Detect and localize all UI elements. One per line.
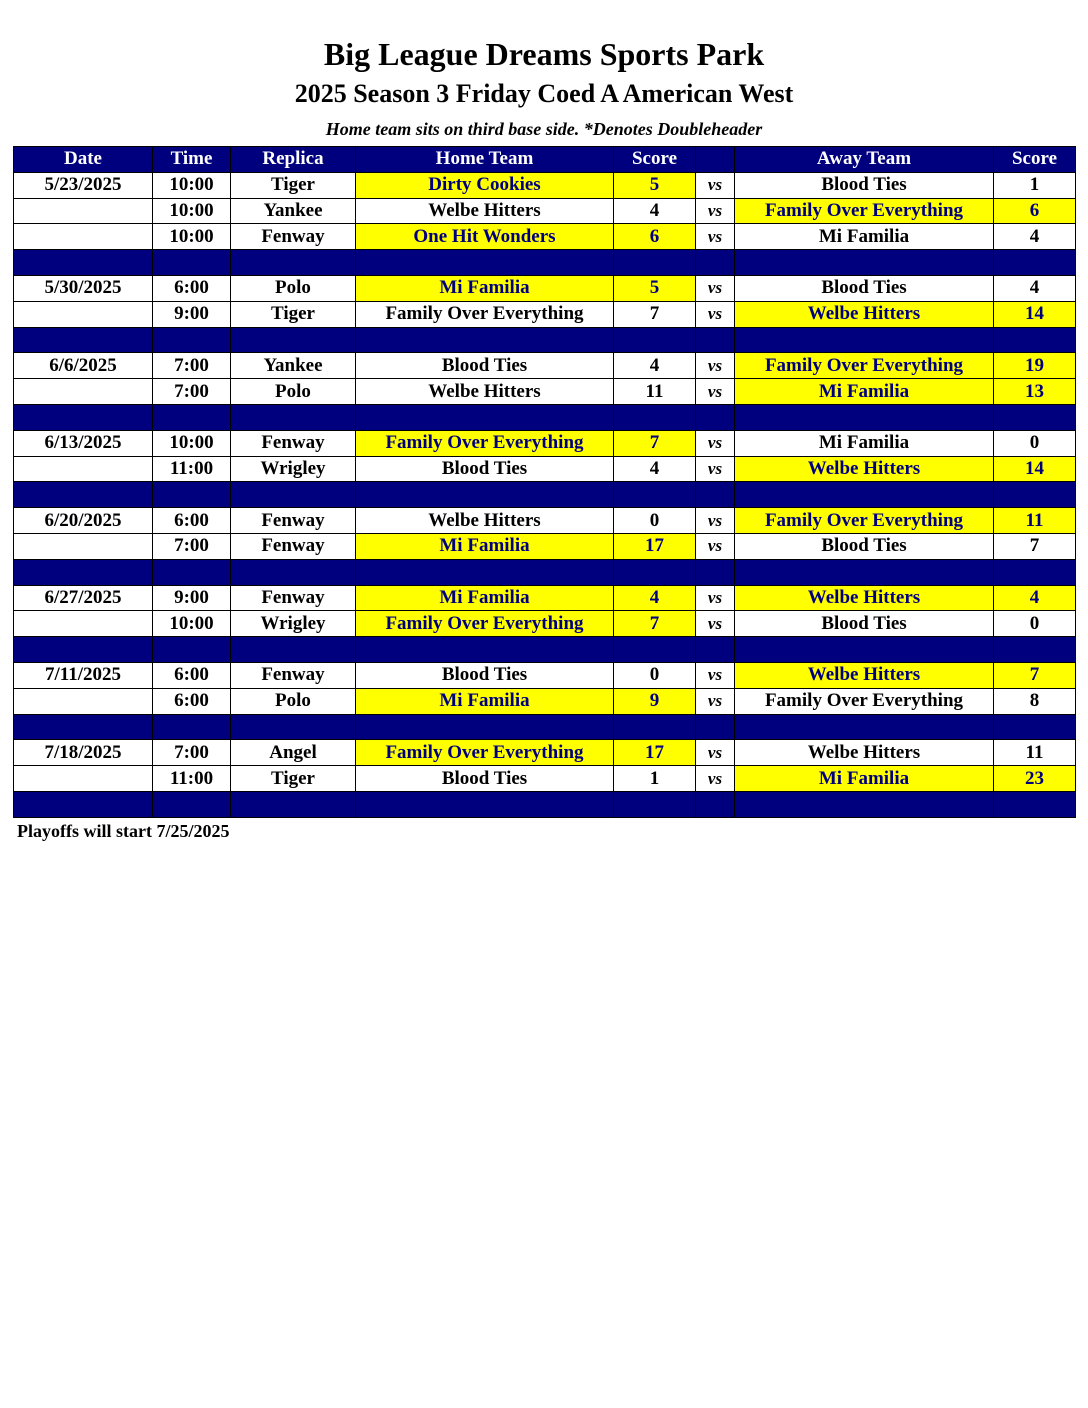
separator-cell (994, 637, 1076, 663)
home-score: 17 (614, 740, 696, 766)
away-team: Family Over Everything (735, 353, 994, 379)
game-time: 7:00 (153, 740, 231, 766)
game-replica: Fenway (231, 508, 356, 534)
game-date: 5/23/2025 (14, 172, 153, 198)
game-replica: Yankee (231, 198, 356, 224)
separator-cell (356, 714, 614, 740)
away-team: Blood Ties (735, 611, 994, 637)
game-replica: Tiger (231, 766, 356, 792)
home-score: 0 (614, 662, 696, 688)
game-date (14, 611, 153, 637)
away-team: Welbe Hitters (735, 456, 994, 482)
away-team: Welbe Hitters (735, 740, 994, 766)
separator-cell (614, 250, 696, 276)
vs-label: vs (696, 688, 735, 714)
col-header-home-team: Home Team (356, 147, 614, 173)
home-team: One Hit Wonders (356, 224, 614, 250)
game-replica: Tiger (231, 301, 356, 327)
separator-cell (614, 559, 696, 585)
col-header-home-score: Score (614, 147, 696, 173)
playoffs-note: Playoffs will start 7/25/2025 (17, 821, 230, 841)
separator-cell (231, 404, 356, 430)
separator-cell (231, 559, 356, 585)
separator-cell (735, 791, 994, 817)
game-date: 7/18/2025 (14, 740, 153, 766)
game-replica: Fenway (231, 585, 356, 611)
game-replica: Angel (231, 740, 356, 766)
separator-cell (14, 404, 153, 430)
game-time: 10:00 (153, 172, 231, 198)
separator-cell (696, 250, 735, 276)
game-row (14, 430, 1076, 456)
home-team: Mi Familia (356, 533, 614, 559)
separator-cell (696, 559, 735, 585)
separator-cell (356, 791, 614, 817)
game-time: 10:00 (153, 430, 231, 456)
home-score: 1 (614, 766, 696, 792)
page-title: Big League Dreams Sports Park (323, 36, 765, 72)
home-score: 11 (614, 379, 696, 405)
game-row (14, 275, 1076, 301)
col-header-away-score: Score (994, 147, 1076, 173)
header-row (14, 147, 1076, 173)
separator-cell (994, 327, 1076, 353)
game-row (14, 301, 1076, 327)
away-team: Family Over Everything (735, 198, 994, 224)
game-time: 10:00 (153, 611, 231, 637)
game-replica: Yankee (231, 353, 356, 379)
game-time: 9:00 (153, 585, 231, 611)
away-team: Blood Ties (735, 172, 994, 198)
home-team: Mi Familia (356, 275, 614, 301)
vs-label: vs (696, 224, 735, 250)
separator-cell (696, 327, 735, 353)
separator-cell (356, 482, 614, 508)
schedule-table (13, 146, 1076, 818)
vs-label: vs (696, 585, 735, 611)
away-score: 4 (994, 585, 1076, 611)
away-score: 4 (994, 224, 1076, 250)
separator-cell (994, 482, 1076, 508)
vs-label: vs (696, 172, 735, 198)
away-team: Mi Familia (735, 766, 994, 792)
game-time: 10:00 (153, 224, 231, 250)
away-score: 14 (994, 301, 1076, 327)
game-row (14, 740, 1076, 766)
game-time: 11:00 (153, 766, 231, 792)
home-score: 4 (614, 585, 696, 611)
home-team: Family Over Everything (356, 611, 614, 637)
separator-cell (153, 250, 231, 276)
vs-label: vs (696, 275, 735, 301)
separator-cell (231, 791, 356, 817)
separator-cell (356, 559, 614, 585)
separator-cell (735, 327, 994, 353)
game-time: 7:00 (153, 533, 231, 559)
separator-cell (994, 250, 1076, 276)
separator-cell (735, 714, 994, 740)
vs-label: vs (696, 740, 735, 766)
separator-cell (735, 404, 994, 430)
away-team: Mi Familia (735, 224, 994, 250)
col-header-away-team: Away Team (735, 147, 994, 173)
game-replica: Fenway (231, 224, 356, 250)
separator-cell (696, 791, 735, 817)
game-time: 9:00 (153, 301, 231, 327)
separator-cell (14, 482, 153, 508)
game-row (14, 508, 1076, 534)
home-score: 5 (614, 275, 696, 301)
away-team: Welbe Hitters (735, 301, 994, 327)
home-score: 4 (614, 198, 696, 224)
home-team: Welbe Hitters (356, 198, 614, 224)
game-date: 6/20/2025 (14, 508, 153, 534)
away-team: Family Over Everything (735, 508, 994, 534)
game-date (14, 379, 153, 405)
separator-cell (14, 637, 153, 663)
schedule-note: Home team sits on third base side. *Denotes Doubleheader (325, 119, 763, 139)
separator-cell (994, 714, 1076, 740)
home-team: Mi Familia (356, 688, 614, 714)
home-score: 0 (614, 508, 696, 534)
vs-label: vs (696, 533, 735, 559)
home-team: Family Over Everything (356, 740, 614, 766)
game-row (14, 766, 1076, 792)
vs-label: vs (696, 430, 735, 456)
game-replica: Fenway (231, 662, 356, 688)
separator-cell (735, 250, 994, 276)
vs-label: vs (696, 611, 735, 637)
away-score: 6 (994, 198, 1076, 224)
separator-cell (231, 482, 356, 508)
away-score: 1 (994, 172, 1076, 198)
home-score: 4 (614, 456, 696, 482)
game-row (14, 198, 1076, 224)
game-row (14, 379, 1076, 405)
game-date (14, 198, 153, 224)
col-header-date: Date (14, 147, 153, 173)
game-replica: Fenway (231, 430, 356, 456)
vs-label: vs (696, 662, 735, 688)
week-separator-row (14, 791, 1076, 817)
week-separator-row (14, 250, 1076, 276)
separator-cell (14, 714, 153, 740)
game-row (14, 533, 1076, 559)
separator-cell (614, 714, 696, 740)
game-time: 7:00 (153, 379, 231, 405)
separator-cell (356, 637, 614, 663)
separator-cell (735, 559, 994, 585)
home-team: Family Over Everything (356, 430, 614, 456)
game-row (14, 224, 1076, 250)
col-header-replica: Replica (231, 147, 356, 173)
home-team: Dirty Cookies (356, 172, 614, 198)
separator-cell (994, 791, 1076, 817)
home-score: 9 (614, 688, 696, 714)
separator-cell (735, 637, 994, 663)
game-replica: Polo (231, 275, 356, 301)
separator-cell (153, 637, 231, 663)
game-time: 6:00 (153, 662, 231, 688)
away-team: Blood Ties (735, 275, 994, 301)
separator-cell (153, 404, 231, 430)
game-date: 6/27/2025 (14, 585, 153, 611)
separator-cell (231, 250, 356, 276)
away-team: Blood Ties (735, 533, 994, 559)
week-separator-row (14, 327, 1076, 353)
page-subtitle: 2025 Season 3 Friday Coed A American West (294, 79, 794, 108)
week-separator-row (14, 714, 1076, 740)
vs-label: vs (696, 301, 735, 327)
home-team: Welbe Hitters (356, 379, 614, 405)
game-time: 7:00 (153, 353, 231, 379)
separator-cell (696, 637, 735, 663)
game-date: 7/11/2025 (14, 662, 153, 688)
vs-label: vs (696, 456, 735, 482)
schedule-body (14, 172, 1076, 817)
separator-cell (356, 327, 614, 353)
vs-label: vs (696, 198, 735, 224)
home-score: 7 (614, 611, 696, 637)
vs-label: vs (696, 766, 735, 792)
separator-cell (994, 404, 1076, 430)
game-replica: Fenway (231, 533, 356, 559)
separator-cell (153, 791, 231, 817)
game-date (14, 766, 153, 792)
away-team: Mi Familia (735, 430, 994, 456)
game-replica: Tiger (231, 172, 356, 198)
home-score: 4 (614, 353, 696, 379)
away-score: 7 (994, 662, 1076, 688)
separator-cell (153, 482, 231, 508)
separator-cell (356, 250, 614, 276)
separator-cell (356, 404, 614, 430)
game-date (14, 533, 153, 559)
away-team: Mi Familia (735, 379, 994, 405)
separator-cell (231, 714, 356, 740)
separator-cell (231, 637, 356, 663)
separator-cell (14, 327, 153, 353)
away-score: 23 (994, 766, 1076, 792)
separator-cell (696, 404, 735, 430)
week-separator-row (14, 404, 1076, 430)
separator-cell (153, 559, 231, 585)
separator-cell (994, 559, 1076, 585)
away-team: Welbe Hitters (735, 662, 994, 688)
game-date (14, 688, 153, 714)
home-team: Mi Familia (356, 585, 614, 611)
col-header-time: Time (153, 147, 231, 173)
vs-label: vs (696, 353, 735, 379)
game-time: 11:00 (153, 456, 231, 482)
game-row (14, 172, 1076, 198)
game-replica: Wrigley (231, 456, 356, 482)
separator-cell (153, 327, 231, 353)
separator-cell (14, 559, 153, 585)
game-time: 6:00 (153, 508, 231, 534)
week-separator-row (14, 559, 1076, 585)
home-score: 7 (614, 301, 696, 327)
game-row (14, 456, 1076, 482)
game-date: 6/6/2025 (14, 353, 153, 379)
vs-label: vs (696, 379, 735, 405)
game-row (14, 353, 1076, 379)
separator-cell (735, 482, 994, 508)
separator-cell (231, 327, 356, 353)
home-score: 17 (614, 533, 696, 559)
separator-cell (614, 791, 696, 817)
separator-cell (696, 482, 735, 508)
game-replica: Polo (231, 379, 356, 405)
separator-cell (14, 791, 153, 817)
game-date (14, 456, 153, 482)
game-date: 6/13/2025 (14, 430, 153, 456)
game-row (14, 611, 1076, 637)
separator-cell (614, 637, 696, 663)
home-team: Family Over Everything (356, 301, 614, 327)
home-team: Blood Ties (356, 662, 614, 688)
game-replica: Wrigley (231, 611, 356, 637)
col-header-vs (696, 147, 735, 173)
away-team: Family Over Everything (735, 688, 994, 714)
game-date: 5/30/2025 (14, 275, 153, 301)
game-row (14, 585, 1076, 611)
away-score: 14 (994, 456, 1076, 482)
game-replica: Polo (231, 688, 356, 714)
game-time: 10:00 (153, 198, 231, 224)
separator-cell (153, 714, 231, 740)
game-time: 6:00 (153, 275, 231, 301)
separator-cell (614, 404, 696, 430)
home-score: 7 (614, 430, 696, 456)
separator-cell (14, 250, 153, 276)
away-score: 7 (994, 533, 1076, 559)
week-separator-row (14, 482, 1076, 508)
away-score: 8 (994, 688, 1076, 714)
home-team: Blood Ties (356, 766, 614, 792)
separator-cell (696, 714, 735, 740)
game-row (14, 662, 1076, 688)
week-separator-row (14, 637, 1076, 663)
separator-cell (614, 327, 696, 353)
away-team: Welbe Hitters (735, 585, 994, 611)
away-score: 0 (994, 611, 1076, 637)
game-time: 6:00 (153, 688, 231, 714)
game-row (14, 688, 1076, 714)
home-team: Blood Ties (356, 456, 614, 482)
vs-label: vs (696, 508, 735, 534)
game-date (14, 301, 153, 327)
home-team: Blood Ties (356, 353, 614, 379)
home-score: 5 (614, 172, 696, 198)
away-score: 13 (994, 379, 1076, 405)
away-score: 11 (994, 740, 1076, 766)
game-date (14, 224, 153, 250)
home-score: 6 (614, 224, 696, 250)
away-score: 0 (994, 430, 1076, 456)
home-team: Welbe Hitters (356, 508, 614, 534)
separator-cell (614, 482, 696, 508)
away-score: 4 (994, 275, 1076, 301)
away-score: 11 (994, 508, 1076, 534)
away-score: 19 (994, 353, 1076, 379)
